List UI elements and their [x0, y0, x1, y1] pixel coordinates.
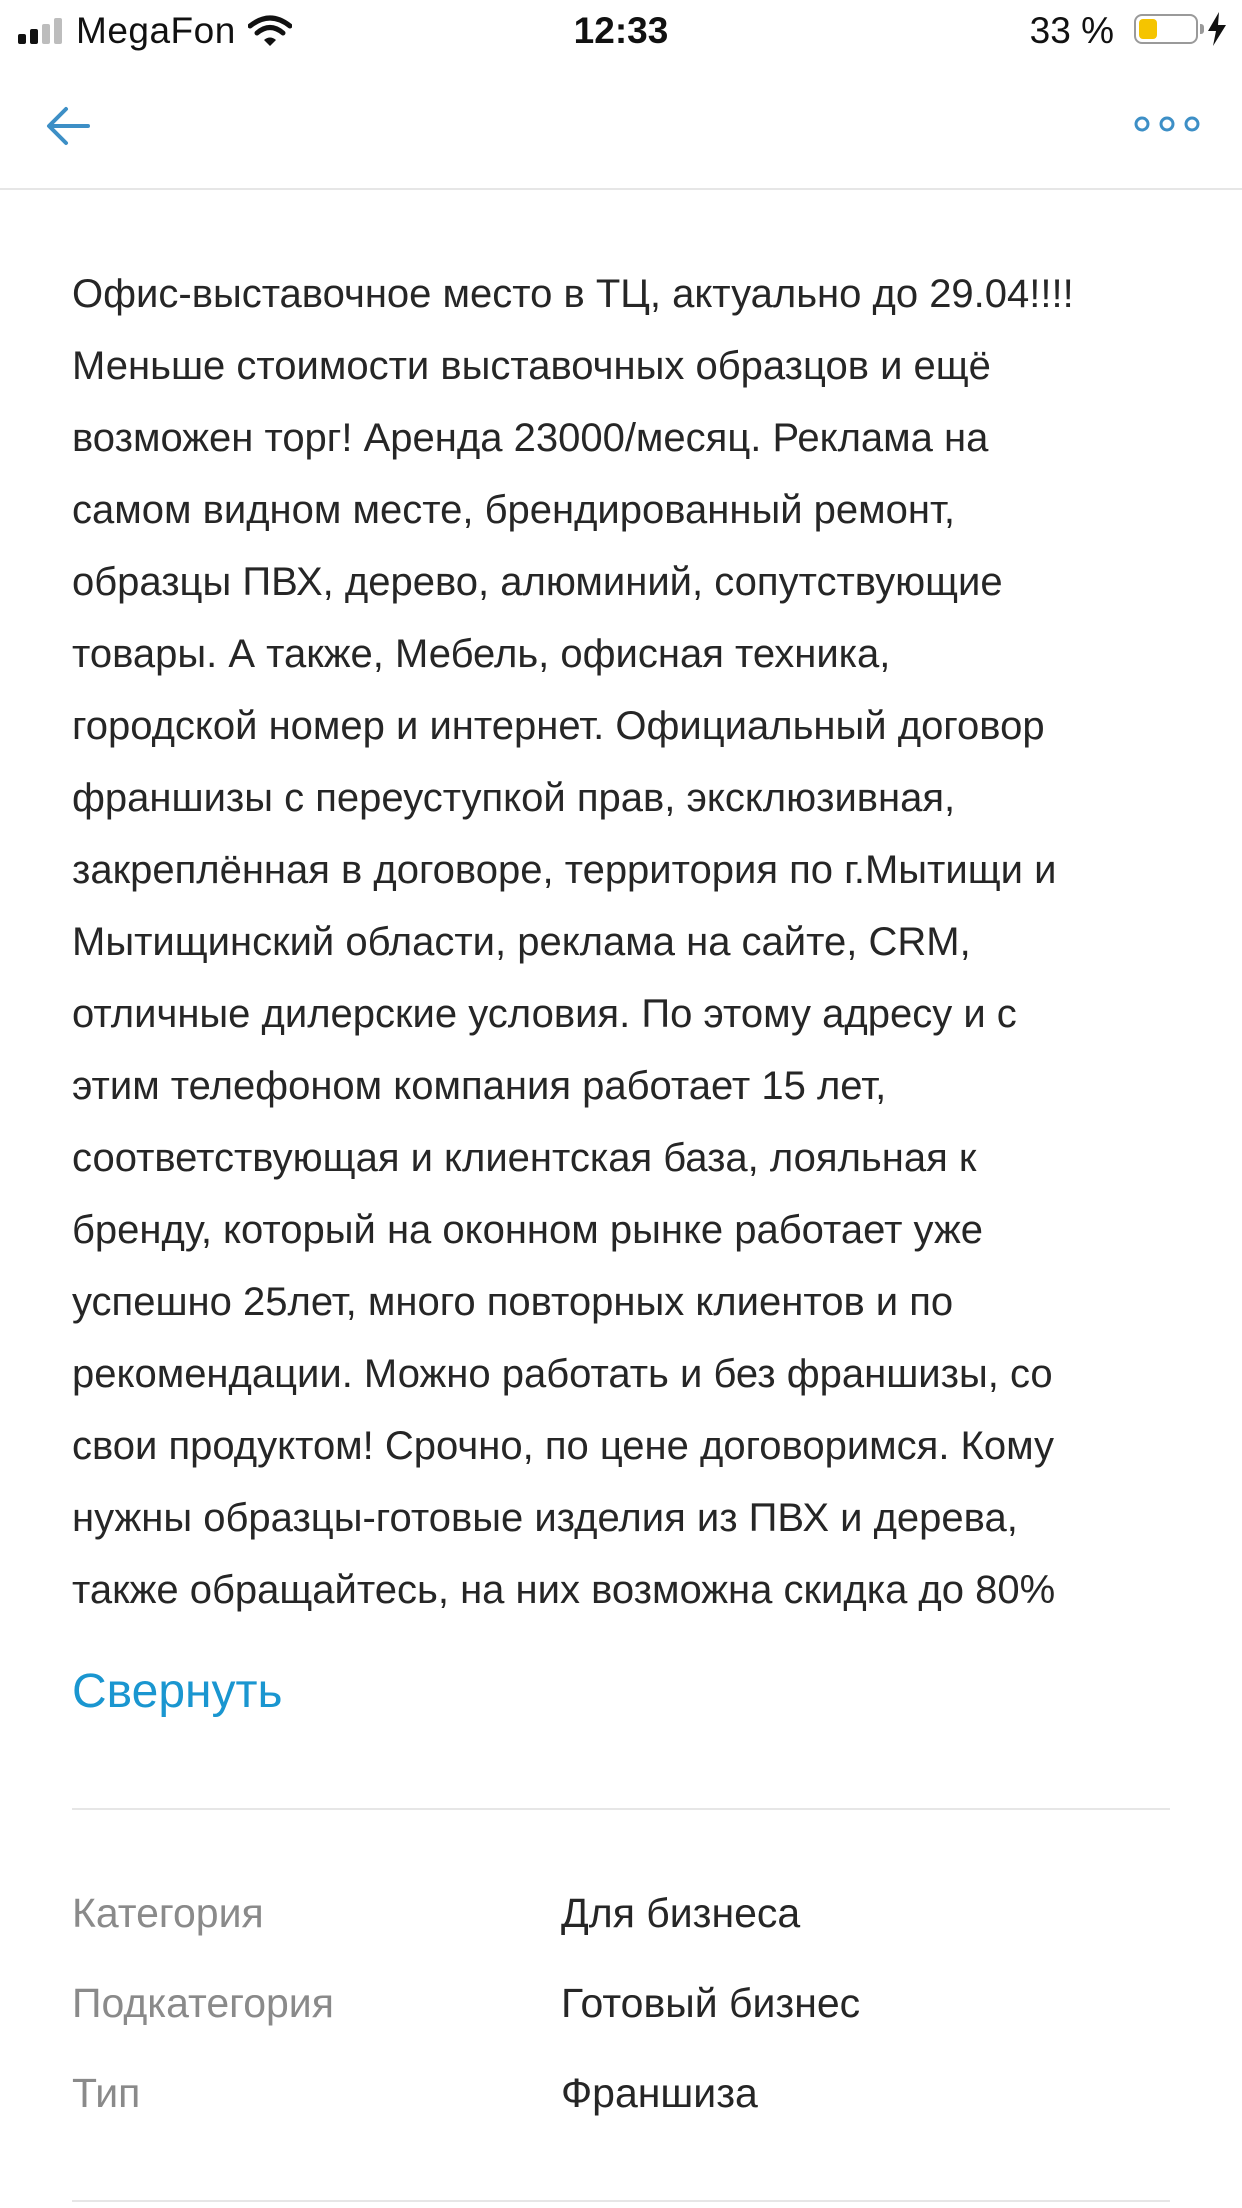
description-line: Меньше стоимости выставочных образцов и ещё	[72, 344, 991, 388]
description-line: Мытищинский области, реклама на сайте, CRM,	[72, 920, 971, 964]
listing-properties	[72, 1890, 1170, 2160]
battery-percent: 33 %	[1029, 10, 1114, 51]
carrier-name: MegaFon	[76, 10, 236, 51]
description-line: самом видном месте, брендированный ремонт,	[72, 488, 956, 532]
description-line: этим телефоном компания работает 15 лет,	[72, 1064, 887, 1108]
divider	[72, 2200, 1170, 2202]
back-button[interactable]	[40, 96, 100, 156]
description-line: соответствующая и клиентская база, лояльная к	[72, 1136, 977, 1180]
arrow-left-icon	[40, 96, 100, 156]
description-line: успешно 25лет, много повторных клиентов и по	[72, 1280, 954, 1324]
description-line: также обращайтесь, на них возможна скидка до 80%	[72, 1568, 1056, 1612]
property-row-subcategory	[72, 1980, 1170, 2070]
description-line: закреплённая в договоре, территория по г.Мытищи и	[72, 848, 1057, 892]
description-line: Офис-выставочное место в ТЦ, актуально до 29.04!!!!	[72, 272, 1074, 316]
description-line: рекомендации. Можно работать и без франшизы, со	[72, 1352, 1053, 1396]
battery-icon	[1134, 14, 1198, 44]
description-line: свои продуктом! Срочно, по цене договоримся. Кому	[72, 1424, 1055, 1468]
more-dots-icon	[1132, 104, 1202, 144]
description-line: товары. А также, Мебель, офисная техника,	[72, 632, 891, 676]
status-bar	[0, 0, 1242, 60]
property-value: Готовый бизнес	[561, 1980, 861, 2026]
property-value: Для бизнеса	[561, 1890, 801, 1936]
navigation-bar	[0, 60, 1242, 190]
divider	[72, 1808, 1170, 1810]
status-time: 12:33	[573, 10, 669, 51]
description-line: городской номер и интернет. Официальный договор	[72, 704, 1045, 748]
property-label: Тип	[72, 2070, 141, 2116]
description-line: отличные дилерские условия. По этому адресу и с	[72, 992, 1017, 1036]
description-line: франшизы с переуступкой прав, эксклюзивная,	[72, 776, 956, 820]
property-row-type	[72, 2070, 1170, 2160]
description-line: возможен торг! Аренда 23000/месяц. Реклама на	[72, 416, 989, 460]
description-line: образцы ПВХ, дерево, алюминий, сопутствующие	[72, 560, 1003, 604]
more-options-button[interactable]	[1132, 104, 1202, 144]
property-label: Подкатегория	[72, 1980, 334, 2026]
property-value: Франшиза	[561, 2070, 758, 2116]
property-label: Категория	[72, 1890, 264, 1936]
collapse-link[interactable]: Свернуть	[72, 1665, 283, 1718]
charging-bolt-icon	[1206, 12, 1228, 46]
description-line: бренду, который на оконном рынке работает уже	[72, 1208, 983, 1252]
listing-description	[72, 258, 1182, 1626]
battery-level	[1139, 19, 1157, 39]
property-row-category	[72, 1890, 1170, 1980]
description-line: нужны образцы-готовые изделия из ПВХ и дерева,	[72, 1496, 1018, 1540]
